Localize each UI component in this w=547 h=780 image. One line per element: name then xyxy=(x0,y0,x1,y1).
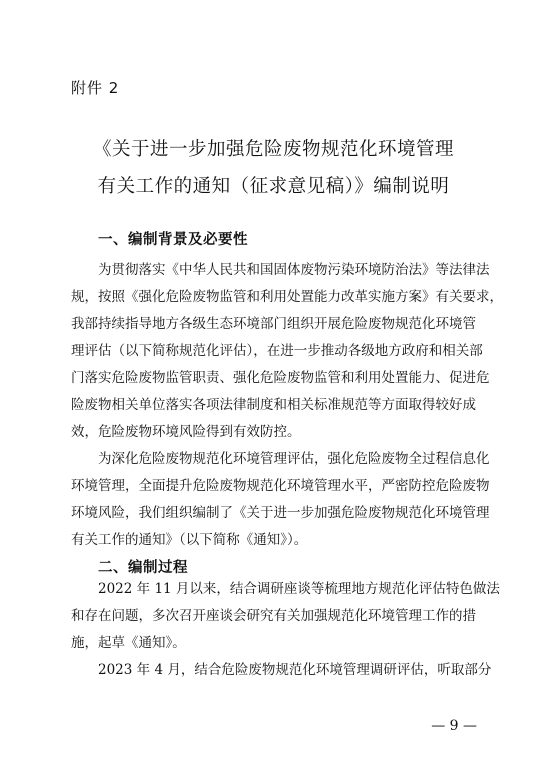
section-1-line: 效，危险废物环境风险得到有效防控。 xyxy=(71,424,301,440)
section-1-line: 我部持续指导地方各级生态环境部门组织开展危险废物规范化环境管 xyxy=(71,316,476,332)
section-1-line: 为贯彻落实《中华人民共和国固体废物污染环境防治法》等法律法 xyxy=(98,262,490,278)
section-2-line: 施，起草《通知》。 xyxy=(71,635,186,651)
section-1-line: 规，按照《强化危险废物监管和利用处置能力改革实施方案》有关要求， xyxy=(71,289,503,305)
section-1-line: 环境管理，全面提升危险废物规范化环境管理水平，严密防控危险废物 xyxy=(71,478,490,494)
document-title-line-1: 《关于进一步加强危险废物规范化环境管理 xyxy=(92,139,454,160)
section-2-heading: 二、编制过程 xyxy=(98,560,188,576)
section-2-line: 和存在问题，多次召开座谈会研究有关加强规范化环境管理工作的措 xyxy=(71,608,476,624)
document-title-line-2: 有关工作的通知（征求意见稿）》编制说明 xyxy=(97,176,450,197)
section-1-line: 环境风险，我们组织编制了《关于进一步加强危险废物规范化环境管理 xyxy=(71,505,490,521)
section-1-line: 门落实危险废物监管职责、强化危险废物监管和利用处置能力、促进危 xyxy=(71,370,490,386)
section-1-line: 险废物相关单位落实各项法律制度和相关标准规范等方面取得较好成 xyxy=(71,397,476,413)
section-1-line: 有关工作的通知》（以下简称《通知》）。 xyxy=(71,532,308,548)
section-1-line: 理评估（以下简称规范化评估），在进一步推动各级地方政府和相关部 xyxy=(71,343,483,359)
page-number: — 9 — xyxy=(431,718,477,734)
attachment-label: 附件 2 xyxy=(71,79,120,97)
section-2-line: 2023 年 4 月，结合危险废物规范化环境管理调研评估，听取部分 xyxy=(98,662,492,678)
section-2-line: 2022 年 11 月以来，结合调研座谈等梳理地方规范化评估特色做法 xyxy=(98,581,500,597)
section-1-line: 为深化危险废物规范化环境管理评估，强化危险废物全过程信息化 xyxy=(98,451,490,467)
section-1-heading: 一、编制背景及必要性 xyxy=(98,232,248,248)
